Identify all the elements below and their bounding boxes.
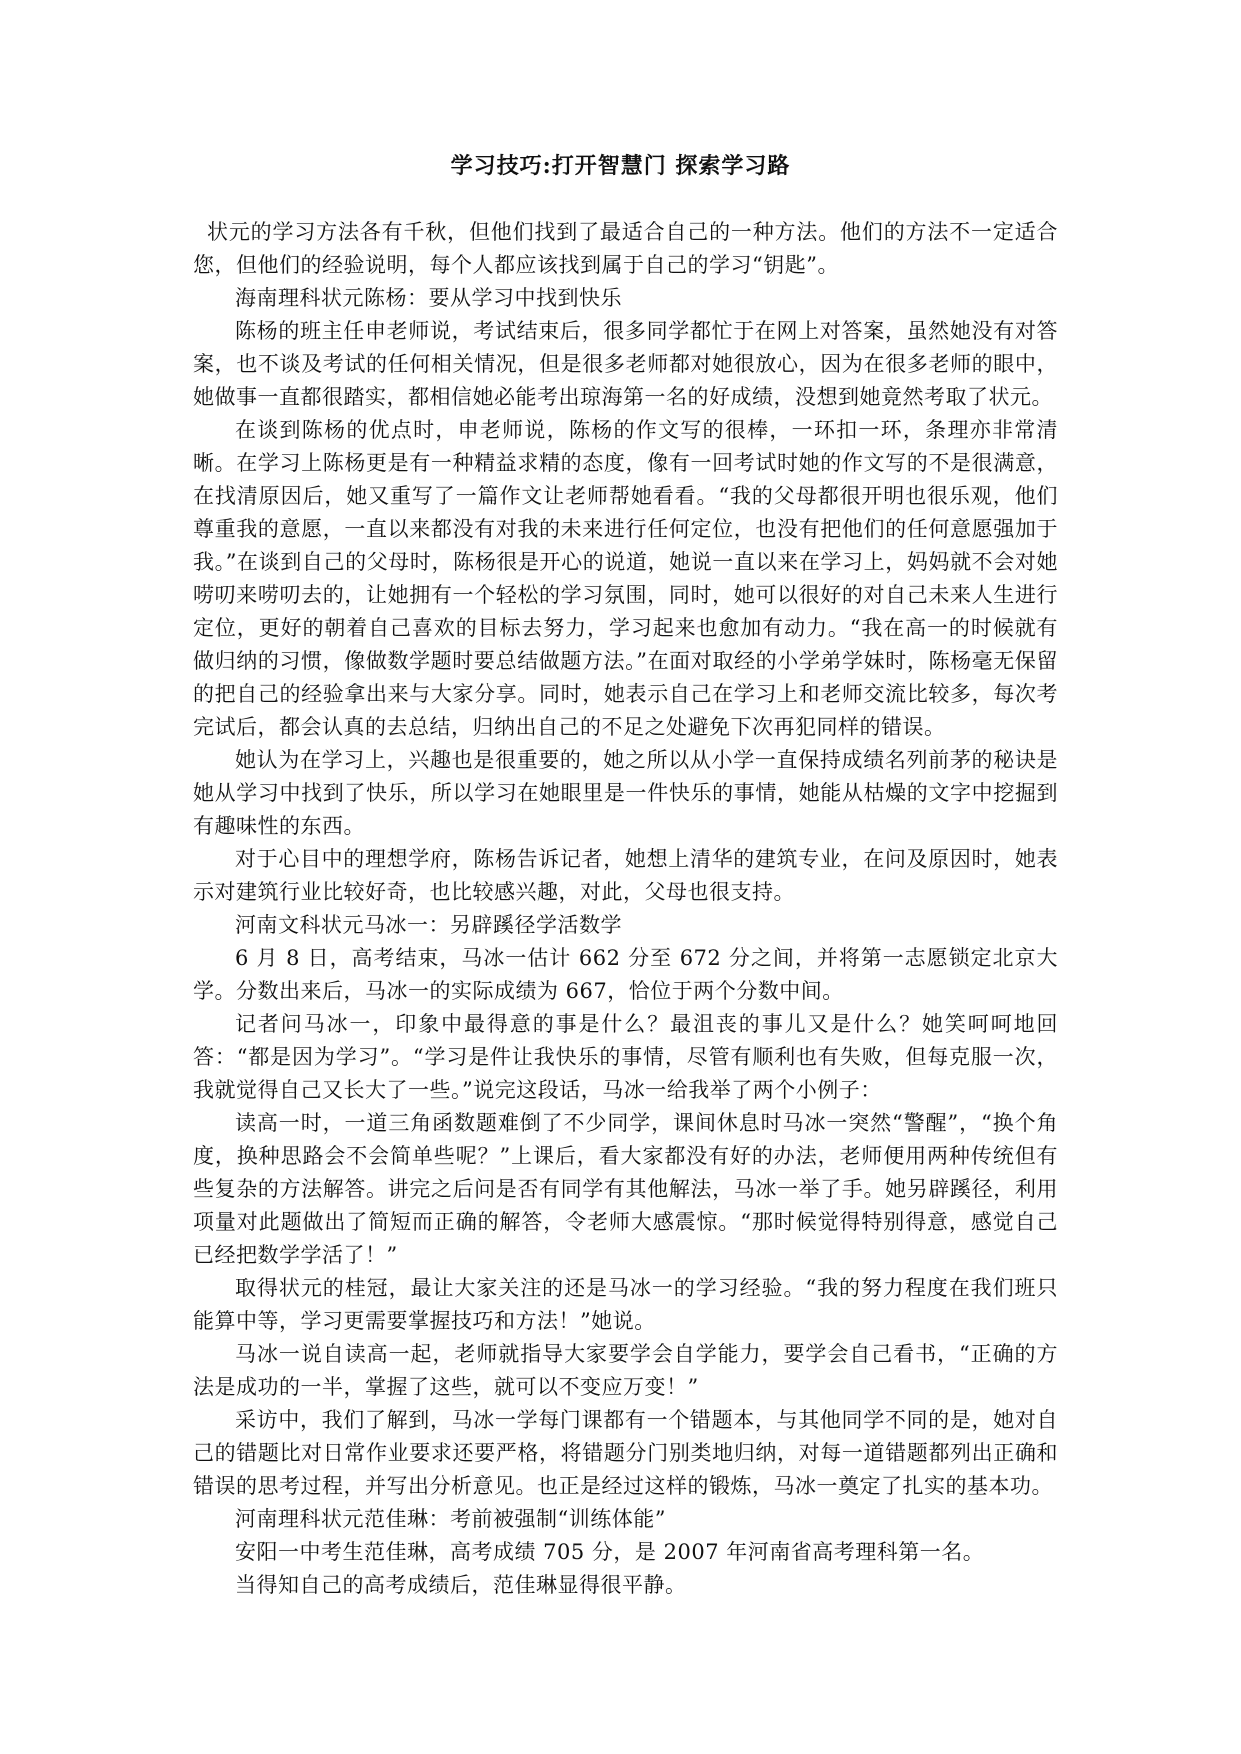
paragraph: 采访中，我们了解到，马冰一学每门课都有一个错题本，与其他同学不同的是，她对自己的错题比对日常作业要求还要严格，将错题分门别类地归纳，对每一道错题都列出正确和错误的思考过程，并写出分析意见。也正是经过这样的锻炼，马冰一奠定了扎实的基本功。 [193, 1408, 1058, 1498]
section-heading: 河南文科状元马冰一：另辟蹊径学活数学 [235, 913, 622, 937]
paragraph: 读高一时，一道三角函数题难倒了不少同学，课间休息时马冰一突然“警醒”，“换个角度，换种思路会不会简单些呢？”上课后，看大家都没有好的办法，老师便用两种传统但有些复杂的方法解答。讲完之后问是否有同学有其他解法，马冰一举了手。她另辟蹊径，利用项量对此题做出了简短而正确的解答，令老师大感震惊。“那时候觉得特别得意，感觉自己已经把数学学活了！” [193, 1111, 1058, 1267]
paragraph: 取得状元的桂冠，最让大家关注的还是马冰一的学习经验。“我的努力程度在我们班只能算中等，学习更需要掌握技巧和方法！”她说。 [193, 1276, 1058, 1333]
section-heading: 海南理科状元陈杨：要从学习中找到快乐 [235, 286, 622, 310]
paragraph: 6 月 8 日，高考结束，马冰一估计 662 分至 672 分之间，并将第一志愿锁定北京大学。分数出来后，马冰一的实际成绩为 667，恰位于两个分数中间。 [193, 946, 1058, 1003]
paragraph: 记者问马冰一，印象中最得意的事是什么？最沮丧的事儿又是什么？她笑呵呵地回答：“都是因为学习”。“学习是件让我快乐的事情，尽管有顺利也有失败，但每克服一次，我就觉得自己又长大了一些。”说完这段话，马冰一给我举了两个小例子： [193, 1012, 1058, 1102]
section-heading: 河南理科状元范佳琳：考前被强制“训练体能” [235, 1507, 666, 1531]
document-body [193, 216, 1058, 1602]
paragraph: 在谈到陈杨的优点时，申老师说，陈杨的作文写的很棒，一环扣一环，条理亦非常清晰。在学习上陈杨更是有一种精益求精的态度，像有一回考试时她的作文写的不是很满意，在找清原因后，她又重写了一篇作文让老师帮她看看。“我的父母都很开明也很乐观，他们尊重我的意愿，一直以来都没有对我的未来进行任何定位，也没有把他们的任何意愿强加于我。”在谈到自己的父母时，陈杨很是开心的说道，她说一直以来在学习上，妈妈就不会对她唠叨来唠叨去的，让她拥有一个轻松的学习氛围，同时，她可以很好的对自己未来人生进行定位，更好的朝着自己喜欢的目标去努力，学习起来也愈加有动力。“我在高一的时候就有做归纳的习惯，像做数学题时要总结做题方法。”在面对取经的小学弟学妹时，陈杨毫无保留的把自己的经验拿出来与大家分享。同时，她表示自己在学习上和老师交流比较多，每次考完试后，都会认真的去总结，归纳出自己的不足之处避免下次再犯同样的错误。 [193, 418, 1058, 739]
paragraph: 当得知自己的高考成绩后，范佳琳显得很平静。 [235, 1573, 687, 1597]
paragraph: 她认为在学习上，兴趣也是很重要的，她之所以从小学一直保持成绩名列前茅的秘诀是她从学习中找到了快乐，所以学习在她眼里是一件快乐的事情，她能从枯燥的文字中挖掘到有趣味性的东西。 [193, 748, 1058, 838]
paragraph: 陈杨的班主任申老师说，考试结束后，很多同学都忙于在网上对答案，虽然她没有对答案，也不谈及考试的任何相关情况，但是很多老师都对她很放心，因为在很多老师的眼中，她做事一直都很踏实，都相信她必能考出琼海第一名的好成绩，没想到她竟然考取了状元。 [193, 319, 1058, 409]
paragraph: 对于心目中的理想学府，陈杨告诉记者，她想上清华的建筑专业，在问及原因时，她表示对建筑行业比较好奇，也比较感兴趣，对此，父母也很支持。 [193, 847, 1058, 904]
paragraph: 安阳一中考生范佳琳，高考成绩 705 分，是 2007 年河南省高考理科第一名。 [235, 1540, 985, 1564]
document-title: 学习技巧:打开智慧门 探索学习路 [450, 153, 791, 179]
paragraph: 状元的学习方法各有千秋，但他们找到了最适合自己的一种方法。他们的方法不一定适合您，但他们的经验说明，每个人都应该找到属于自己的学习“钥匙”。 [193, 220, 1058, 277]
paragraph: 马冰一说自读高一起，老师就指导大家要学会自学能力，要学会自己看书，“正确的方法是成功的一半，掌握了这些，就可以不变应万变！” [193, 1342, 1058, 1399]
